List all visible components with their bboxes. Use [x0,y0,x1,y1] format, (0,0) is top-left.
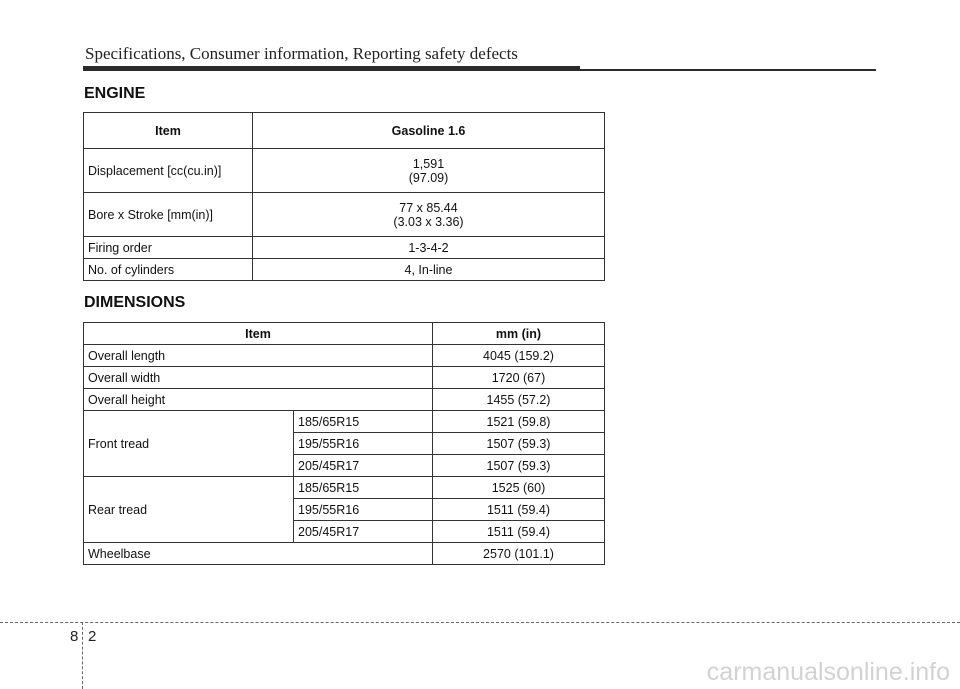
column-header-mm-in: mm (in) [433,323,605,345]
tire-size: 195/55R16 [294,499,433,521]
row-value: 4, In-line [253,259,605,281]
column-header-item: Item [84,323,433,345]
row-value [253,149,605,193]
row-value: 1525 (60) [433,477,605,499]
row-item: Bore x Stroke [mm(in)] [84,193,253,237]
value-line-secondary: (3.03 x 3.36) [393,214,464,229]
row-item: No. of cylinders [84,259,253,281]
header-rule-thin [580,69,876,71]
row-value: 1511 (59.4) [433,521,605,543]
row-item-rear-tread: Rear tread [84,477,294,543]
table-row [84,237,605,259]
row-value [253,193,605,237]
row-value: 1-3-4-2 [253,237,605,259]
header-rule-thick [83,66,580,71]
row-value: 1507 (59.3) [433,455,605,477]
column-header-gasoline: Gasoline 1.6 [253,113,605,149]
watermark-text: carmanualsonline.info [706,658,950,686]
table-header-row [84,323,605,345]
table-row [84,389,605,411]
row-value: 1507 (59.3) [433,433,605,455]
engine-heading: ENGINE [84,85,146,102]
page-header-title: Specifications, Consumer information, Reporting safety defects [85,44,518,63]
dimensions-table [83,322,605,565]
row-item-front-tread: Front tread [84,411,294,477]
value-line: 1,591 [412,156,445,171]
tire-size: 185/65R15 [294,477,433,499]
table-row [84,193,605,237]
table-row [84,259,605,281]
engine-table [83,112,605,281]
table-row [84,477,605,499]
row-item: Displacement [cc(cu.in)] [84,149,253,193]
table-row [84,345,605,367]
column-header-item: Item [84,113,253,149]
row-value: 4045 (159.2) [433,345,605,367]
page-number: 2 [88,628,97,645]
row-value: 1720 (67) [433,367,605,389]
table-row [84,367,605,389]
tire-size: 185/65R15 [294,411,433,433]
row-value: 1511 (59.4) [433,499,605,521]
dimensions-heading: DIMENSIONS [84,294,186,311]
page-section-number: 8 [70,628,79,645]
footer-vertical-rule [82,622,83,689]
table-row [84,411,605,433]
table-row [84,543,605,565]
tire-size: 205/45R17 [294,455,433,477]
row-item: Overall length [84,345,433,367]
row-item: Wheelbase [84,543,433,565]
row-item: Overall width [84,367,433,389]
row-value: 2570 (101.1) [433,543,605,565]
tire-size: 195/55R16 [294,433,433,455]
row-item: Overall height [84,389,433,411]
value-line: 77 x 85.44 [399,200,458,215]
footer-dashed-rule [0,622,960,623]
tire-size: 205/45R17 [294,521,433,543]
row-item: Firing order [84,237,253,259]
value-line-secondary: (97.09) [408,170,449,185]
table-row [84,149,605,193]
row-value: 1455 (57.2) [433,389,605,411]
table-header-row [84,113,605,149]
row-value: 1521 (59.8) [433,411,605,433]
